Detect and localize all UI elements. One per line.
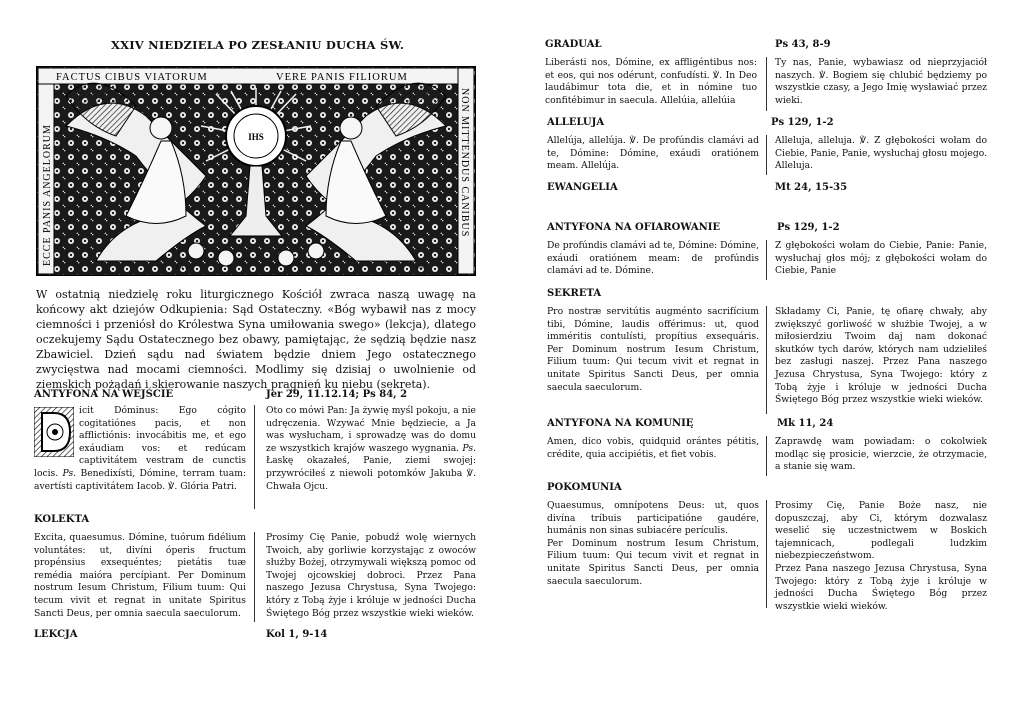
postcommunion-latin: Quaesumus, omnípotens Deus: ut, quos divína tríbuis participatióne gaudére, humánis non sinas subiacére perículis. Per Dominum nostrum Iesum Christum, Filium tuum: Qui tecum vivit et regnat in unitate Spiritus Sancti Deus, per omnia saecula saeculorum.: [547, 500, 759, 587]
introit-heading: ANTYFONA NA WEJŚCIE: [34, 389, 174, 400]
gospel-reference: Mt 24, 15-35: [775, 182, 848, 193]
column-divider: [766, 436, 767, 476]
introduction-text: W ostatnią niedzielę roku liturgicznego Kościół zwraca naszą uwagę na końcowy akt dziejów Odkupienia: Sąd Ostateczny. «Bóg wybawił nas z mocy ciemności i przeniósł do Królestwa Syna umiłowania swego» (lekcja), dlatego oczekujemy Sądu Ostatecznego bez obawy, pamiętając, że sędzią będzie nasz Zbawiciel. Dzień sądu nad światem będzie dniem Jego ostatecznego zwycięstwa nad mocami ciemności. Modlimy się dzisiaj o uwolnienie od ziemskich pożądań i skierowanie naszych pragnień ku niebu (sekreta).: [36, 288, 476, 391]
column-divider: [766, 306, 767, 414]
introit-polish: [266, 405, 476, 493]
alleluia-polish: Alleluja, alleluja. ℣. Z głębokości wołam do Ciebie, Panie, Panie, wysłuchaj głosu mojego. Alleluja.: [775, 135, 987, 172]
offertory-latin: De profúndis clamávi ad te, Dómine: Dómine, exáudi oratiónem meam: de profúndis clamávi ad te. Dómine.: [547, 240, 760, 277]
introit-polish-b: Łaskę okazałeś, Panie, ziemi swojej: przywróciłeś z niewoli potomków Jakuba ℣. Chwała Ojcu.: [266, 455, 476, 492]
communion-polish: Zaprawdę wam powiadam: o cokolwiek modląc się prosicie, wierzcie, że otrzymacie, a stanie się wam.: [775, 436, 987, 473]
banner-top-left: FACTUS CIBUS VIATORUM: [56, 72, 208, 83]
introit-latin-b: Benedixísti, Dómine, terram tuam: avertísti captivitátem Iacob. ℣. Glória Patri.: [34, 467, 246, 492]
column-divider: [766, 240, 767, 280]
secret-polish: Składamy Ci, Panie, tę ofiarę chwały, aby zwiększyć gorliwość w służbie Twojej, a w miłosierdziu Twoim daj nam dokonać skutków tych darów, których nam udzieliłeś bez zasługi naszej. Przez Pana naszego Jezusa Chrystusa, Syna Twojego: który z Tobą żyje i króluje w jedności Ducha Świętego Bóg przez wszystkie wieki wieków.: [775, 306, 987, 406]
introit-reference: Jer 29, 11.12.14; Ps 84, 2: [266, 389, 408, 400]
sign-year: 1887: [416, 266, 426, 271]
introit-latin: [34, 405, 246, 493]
collect-latin: Excita, quaesumus. Dómine, tuórum fidélium voluntátes: ut, divíni óperis fructum propénsius exsequéntes; pietátis tuæ remédia maióra percípiant. Per Dominum nostrum Iesum Christum, Filium tuum: Qui tecum vivit et regnat in unitate Spiritus Sancti Deus, per omnia saecula saeculorum.: [34, 532, 246, 619]
communion-heading: ANTYFONA NA KOMUNIĘ: [547, 418, 694, 429]
lesson-heading: LEKCJA: [34, 629, 78, 640]
host-ihs: IHS: [248, 132, 264, 142]
dropcap-d: [34, 407, 74, 457]
introit-latin-a: icit Dóminus: Ego cógito cogitatiónes pacis, et non afflictiónis: invocábitis me, et ego exáudiam vos: et redúcam captivitátem vestram de cunctis locis.: [34, 405, 246, 479]
gradual-heading: GRADUAŁ: [545, 39, 602, 50]
alleluia-latin: Allelúja, allelúja. ℣. De profúndis clamávi ad te, Dómine: Dómine, exáudi oratiónem meam. Allelúja.: [547, 135, 759, 172]
sign-left: F H S: [176, 266, 188, 271]
column-divider: [766, 57, 767, 111]
lesson-reference: Kol 1, 9-14: [266, 629, 328, 640]
introit-latin-ps: Ps.: [62, 467, 77, 479]
communion-reference: Mk 11, 24: [777, 418, 834, 429]
introit-polish-ps: Ps.: [462, 442, 476, 454]
gradual-latin: Liberásti nos, Dómine, ex affligéntibus nos: et eos, qui nos odérunt, confudísti. ℣. In Deo laudábimur tota die, et in nómine tuo confitébimur in saecula. Allelúia, allelúia: [545, 57, 757, 106]
banner-top-right: VERE PANIS FILIORUM: [276, 72, 408, 83]
column-divider: [254, 405, 255, 509]
offertory-heading: ANTYFONA NA OFIAROWANIE: [547, 222, 721, 233]
banner-right: NON MITTENDUS CANIBUS: [459, 88, 470, 238]
gradual-polish: Ty nas, Panie, wybawiasz od nieprzyjaciół naszych. ℣. Bogiem się chlubić będziemy po wszystkie czasy, a Jego Imię wysławiać przez wieki.: [775, 57, 987, 106]
page-title: XXIV NIEDZIELA PO ZESŁANIU DUCHA ŚW.: [110, 38, 405, 52]
postcommunion-polish: Prosimy Cię, Panie Boże nasz, nie dopuszczaj, aby Ci, którym dozwalasz weselić się uczestnictwem w Boskich tajemnicach, podlegali ludzkim niebezpieczeństwom. Przez Pana naszego Jezusa Chrystusa, Syna Twojego: który z Tobą żyje i króluje w jedności Ducha Świętego Bóg przez wszystkie wieki wieków.: [775, 500, 987, 612]
collect-polish: Prosimy Cię Panie, pobudź wolę wiernych Twoich, aby gorliwie korzystając z owoców służby Bożej, otrzymywali większą pomoc od Twojej ojcowskiej dobroci. Przez Pana naszego Jezusa Chrystusa, Syna Twojego: który z Tobą żyje i króluje w jedności Ducha Świętego Bóg przez wszystkie wieki wieków.: [266, 532, 476, 619]
column-divider: [254, 532, 255, 622]
banner-left: ECCE PANIS ANGELORUM: [42, 124, 53, 266]
communion-latin: Amen, dico vobis, quidquid orántes pétitis, crédite, quia accipiétis, et fiet vobis.: [547, 436, 759, 460]
secret-latin: Pro nostræ servitútis augménto sacrifícium tibi, Dómine, laudis offérimus: ut, quod imméritis contulísti, propítius exsequáris. Per Dominum nostrum Iesum Christum, Filium tuum: Qui tecum vivit et regnat in unitate Spiritus Sancti Deus, per omnia saecula saeculorum.: [547, 306, 759, 393]
offertory-polish: Z głębokości wołam do Ciebie, Panie: Panie, wysłuchaj głos mój; z głębokości wołam do Ciebie, Panie: [775, 240, 987, 277]
column-divider: [766, 135, 767, 175]
monstrance-engraving: [36, 66, 476, 276]
introit-polish-a: Oto co mówi Pan: Ja żywię myśl pokoju, a nie udręczenia. Wzywać Mnie będziecie, a Ja was wysłucham, i sprowadzę was do domu ze wszystkich krajów waszego wygnania.: [266, 405, 476, 454]
gradual-reference: Ps 43, 8-9: [775, 39, 831, 50]
secret-heading: SEKRETA: [547, 288, 602, 299]
offertory-reference: Ps 129, 1-2: [777, 222, 840, 233]
gospel-heading: EWANGELIA: [547, 182, 618, 193]
postcommunion-heading: POKOMUNIA: [547, 482, 622, 493]
column-divider: [766, 500, 767, 608]
alleluia-heading: ALLELUJA: [547, 117, 605, 128]
collect-heading: KOLEKTA: [34, 514, 90, 525]
alleluia-reference: Ps 129, 1-2: [771, 117, 834, 128]
